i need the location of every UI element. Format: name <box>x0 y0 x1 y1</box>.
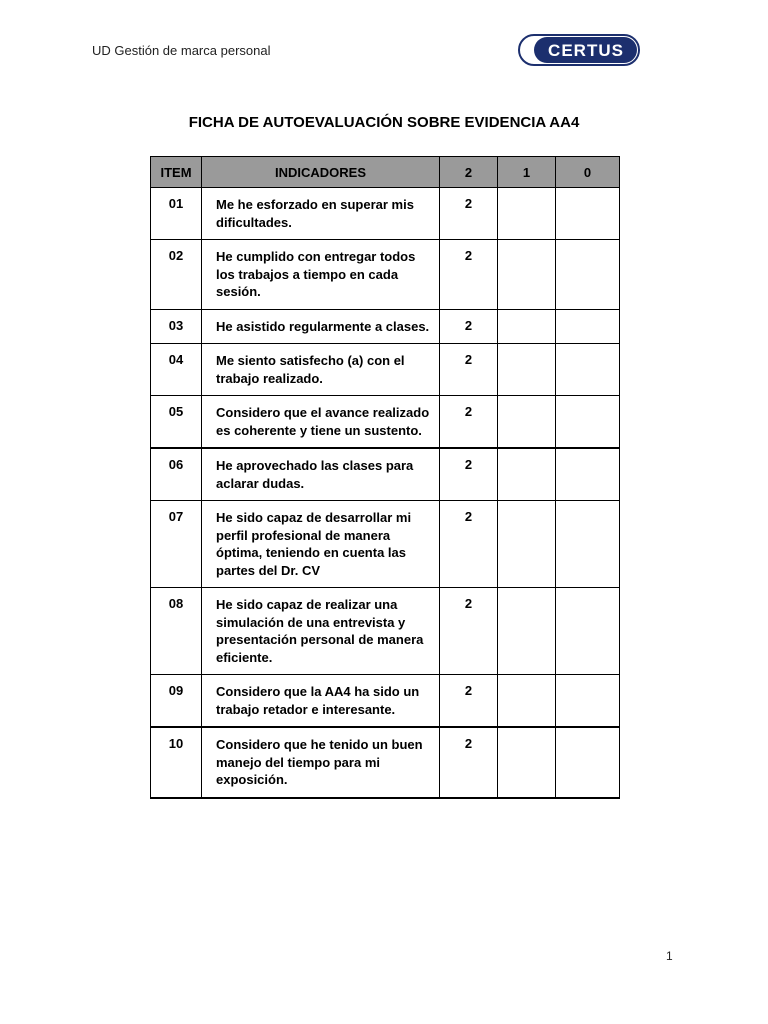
item-number: 07 <box>151 501 202 588</box>
indicator-text: He aprovechado las clases para aclarar dudas. <box>202 448 440 501</box>
self-evaluation-table <box>150 156 620 799</box>
score-2-cell: 2 <box>440 309 498 344</box>
score-0-cell <box>556 727 620 798</box>
score-0-cell <box>556 588 620 675</box>
indicator-text: He sido capaz de realizar una simulación de una entrevista y presentación personal de manera eficiente. <box>202 588 440 675</box>
table-row <box>151 396 620 449</box>
table-row <box>151 309 620 344</box>
score-1-cell <box>498 240 556 310</box>
score-2-cell: 2 <box>440 344 498 396</box>
score-2-cell: 2 <box>440 501 498 588</box>
item-number: 05 <box>151 396 202 449</box>
score-2-cell: 2 <box>440 396 498 449</box>
indicator-text: He asistido regularmente a clases. <box>202 309 440 344</box>
score-1-cell <box>498 675 556 728</box>
score-1-cell <box>498 501 556 588</box>
indicator-text: He sido capaz de desarrollar mi perfil profesional de manera óptima, teniendo en cuenta las partes del Dr. CV <box>202 501 440 588</box>
table-body <box>151 188 620 798</box>
score-0-cell <box>556 344 620 396</box>
score-2-cell: 2 <box>440 727 498 798</box>
document-header: UD Gestión de marca personal <box>92 43 271 58</box>
column-header-score-0: 0 <box>556 157 620 188</box>
item-number: 03 <box>151 309 202 344</box>
document-title: FICHA DE AUTOEVALUACIÓN SOBRE EVIDENCIA AA4 <box>188 114 580 131</box>
score-0-cell <box>556 448 620 501</box>
score-1-cell <box>498 344 556 396</box>
score-0-cell <box>556 501 620 588</box>
table-row <box>151 588 620 675</box>
item-number: 04 <box>151 344 202 396</box>
table-header-row <box>151 157 620 188</box>
table-row <box>151 344 620 396</box>
indicator-text: Me siento satisfecho (a) con el trabajo realizado. <box>202 344 440 396</box>
score-0-cell <box>556 188 620 240</box>
score-2-cell: 2 <box>440 188 498 240</box>
indicator-text: Considero que he tenido un buen manejo del tiempo para mi exposición. <box>202 727 440 798</box>
table-row <box>151 675 620 728</box>
item-number: 09 <box>151 675 202 728</box>
score-1-cell <box>498 309 556 344</box>
column-header-score-1: 1 <box>498 157 556 188</box>
score-1-cell <box>498 188 556 240</box>
score-1-cell <box>498 727 556 798</box>
score-2-cell: 2 <box>440 448 498 501</box>
indicator-text: Me he esforzado en superar mis dificultades. <box>202 188 440 240</box>
logo-text: CERTUS <box>548 41 624 60</box>
table-row <box>151 727 620 798</box>
table-row <box>151 240 620 310</box>
score-2-cell: 2 <box>440 240 498 310</box>
certus-logo <box>518 34 640 66</box>
page-number: 1 <box>666 949 673 963</box>
column-header-indicators: INDICADORES <box>202 157 440 188</box>
score-2-cell: 2 <box>440 675 498 728</box>
item-number: 02 <box>151 240 202 310</box>
score-0-cell <box>556 675 620 728</box>
column-header-item: ITEM <box>151 157 202 188</box>
item-number: 06 <box>151 448 202 501</box>
indicator-text: Considero que la AA4 ha sido un trabajo retador e interesante. <box>202 675 440 728</box>
table-row <box>151 501 620 588</box>
indicator-text: He cumplido con entregar todos los trabajos a tiempo en cada sesión. <box>202 240 440 310</box>
indicator-text: Considero que el avance realizado es coherente y tiene un sustento. <box>202 396 440 449</box>
item-number: 08 <box>151 588 202 675</box>
score-0-cell <box>556 396 620 449</box>
table-row <box>151 188 620 240</box>
score-0-cell <box>556 240 620 310</box>
table-row <box>151 448 620 501</box>
column-header-score-2: 2 <box>440 157 498 188</box>
score-2-cell: 2 <box>440 588 498 675</box>
score-1-cell <box>498 588 556 675</box>
score-1-cell <box>498 448 556 501</box>
score-0-cell <box>556 309 620 344</box>
score-1-cell <box>498 396 556 449</box>
item-number: 01 <box>151 188 202 240</box>
item-number: 10 <box>151 727 202 798</box>
